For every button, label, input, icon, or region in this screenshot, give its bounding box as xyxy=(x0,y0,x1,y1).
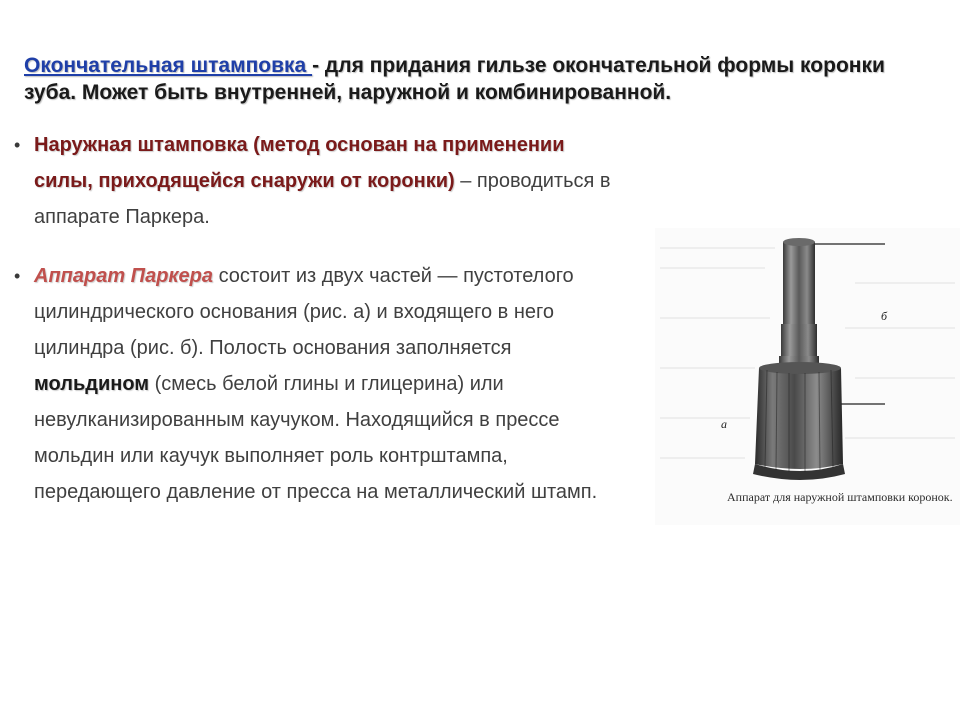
parker-apparatus-term: Аппарат Паркера xyxy=(34,265,214,287)
bullet-marker: • xyxy=(14,135,21,155)
apparatus-illustration xyxy=(655,228,960,525)
parker-text-after: (смесь белой глины и глицерина) или невулканизированным каучуком. Находящийся в прессе мольдин или каучук выполняет роль контрштампа, передающего давление от пресса на металлический штамп. xyxy=(34,373,598,503)
moldin-term: мольдином xyxy=(34,373,150,395)
parker-apparatus-figure xyxy=(655,228,960,525)
base-cylinder xyxy=(755,368,843,469)
outer-stamping-rest: – проводиться в аппарате Паркера. xyxy=(34,170,611,228)
slide-title xyxy=(24,52,924,106)
outer-stamping-definition: Наружная штамповка (метод основан на применении силы, приходящейся снаружи от коронки) xyxy=(34,134,565,192)
label-b: б xyxy=(881,309,888,323)
title-term: Окончательная штамповка xyxy=(24,54,313,77)
title-text: - для придания гильзе окончательной формы коронки зуба. Может быть внутренней, наружной и комбинированной. xyxy=(24,54,885,104)
rod-top xyxy=(783,242,815,324)
bullet-text xyxy=(34,258,614,510)
bullet-text xyxy=(34,127,614,235)
label-a: а xyxy=(721,417,727,431)
parker-text-before: состоит из двух частей — пустотелого цилиндрического основания (рис. а) и входящего в него цилиндра (рис. б). Полость основания заполняется xyxy=(34,265,574,359)
bullet-marker: • xyxy=(14,266,21,286)
figure-caption: Аппарат для наружной штамповки коронок. xyxy=(727,490,953,504)
